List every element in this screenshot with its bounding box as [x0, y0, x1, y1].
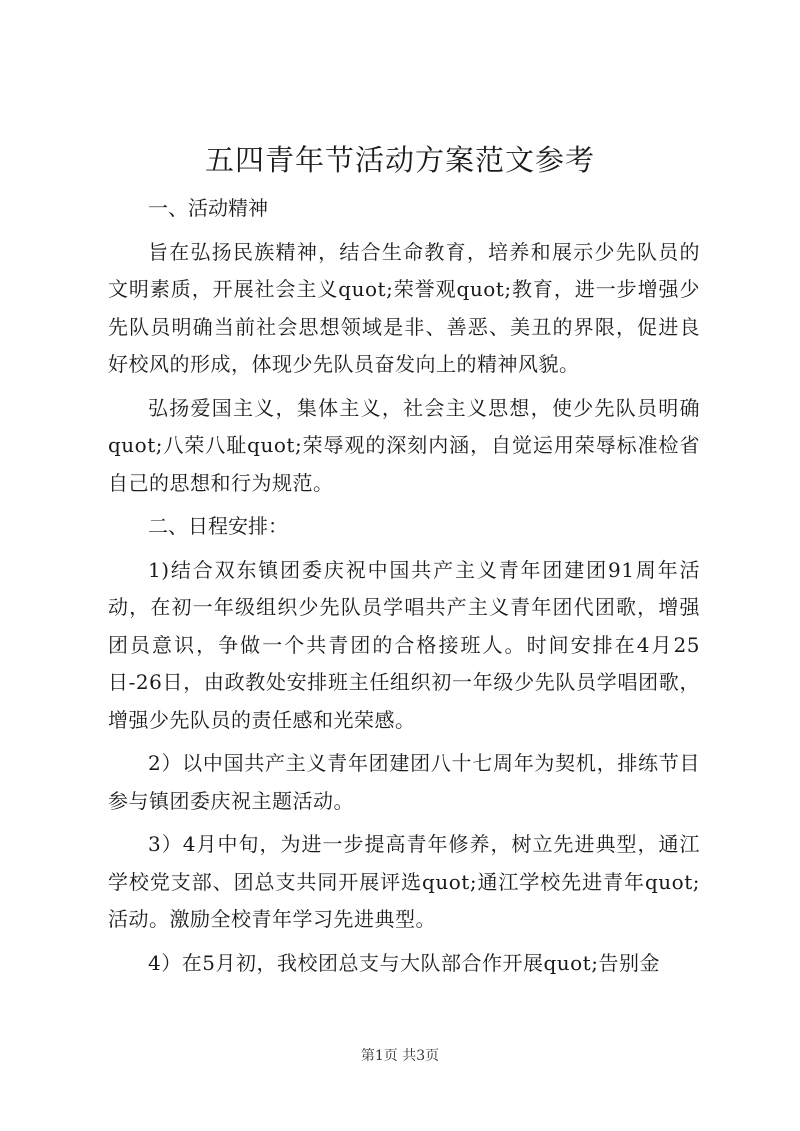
paragraph: 旨在弘扬民族精神，结合生命教育，培养和展示少先队员的文明素质，开展社会主义quot;荣誉观quot;教育，进一步增强少先队员明确当前社会思想领域是非、善恶、美丑的界限，促进良好校风的形成，体现少先队员奋发向上的精神风貌。: [108, 239, 700, 376]
document-title: 五四青年节活动方案范文参考: [204, 143, 595, 177]
paragraph: 1)结合双东镇团委庆祝中国共产主义青年团建团91周年活动，在初一年级组织少先队员学唱共产主义青年团代团歌，增强团员意识，争做一个共青团的合格接班人。时间安排在4月25日-26日，由政教处安排班主任组织初一年级少先队员学唱团歌，增强少先队员的责任感和光荣感。: [108, 557, 700, 732]
document-body: [108, 190, 700, 988]
paragraph: 弘扬爱国主义，集体主义，社会主义思想，使少先队员明确quot;八荣八耻quot;荣辱观的深刻内涵，自觉运用荣辱标准检省自己的思想和行为规范。: [108, 395, 700, 495]
section-heading: 二、日程安排：: [148, 514, 288, 538]
page-footer: 第1页 共3页: [360, 1048, 440, 1064]
paragraph: 3）4月中旬，为进一步提高青年修养，树立先进典型，通江学校党支部、团总支共同开展评选quot;通江学校先进青年quot;活动。激励全校青年学习先进典型。: [108, 832, 700, 931]
paragraph: 2）以中国共产主义青年团建团八十七周年为契机，排练节目参与镇团委庆祝主题活动。: [108, 751, 700, 813]
section-heading: 一、活动精神: [148, 196, 268, 220]
paragraph: 4）在5月初，我校团总支与大队部合作开展quot;告别金: [148, 950, 660, 975]
